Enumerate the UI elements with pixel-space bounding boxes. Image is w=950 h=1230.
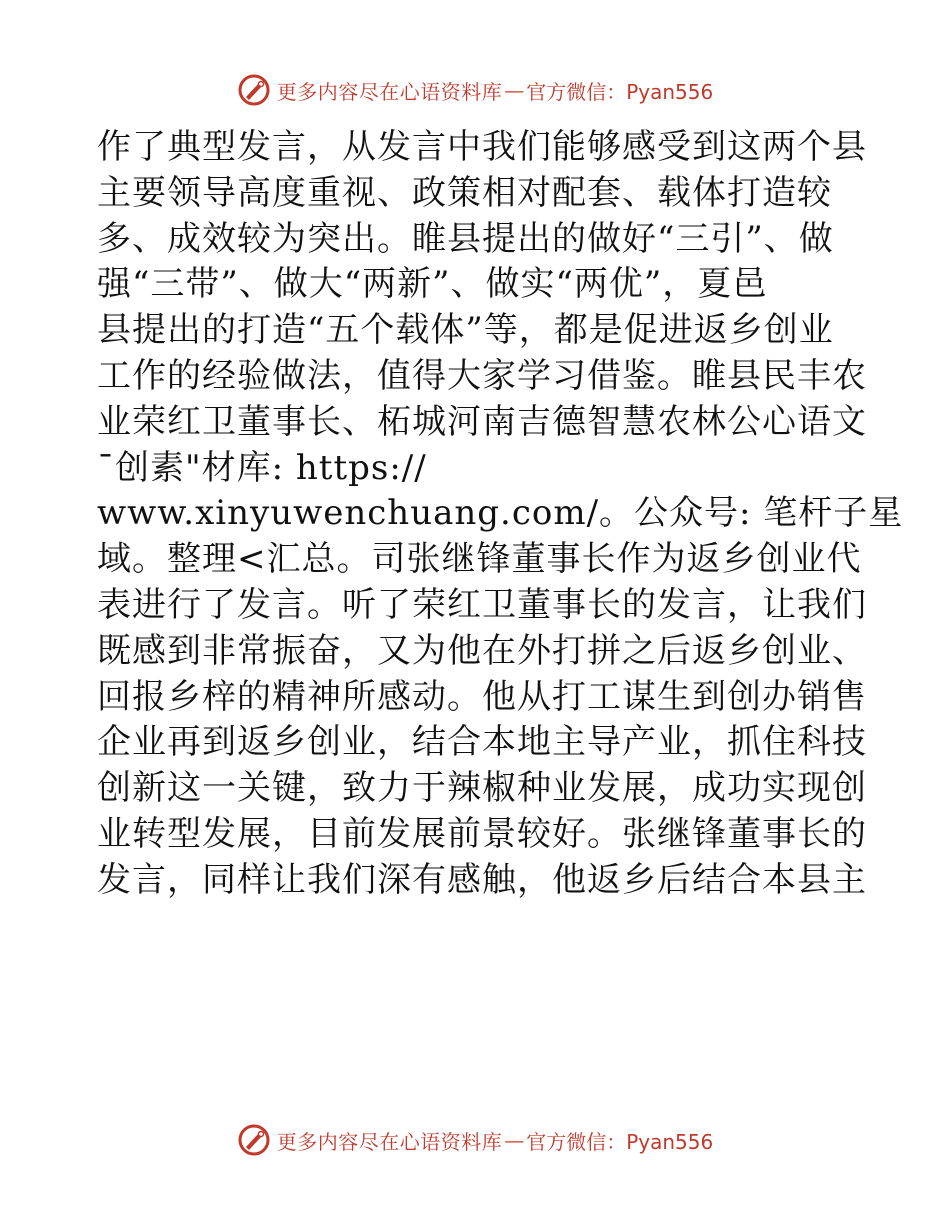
text-line: 强“三带”、做大“两新”、做实“两优”，夏邑: [97, 264, 768, 305]
text-line: 作了典型发言，从发言中我们能够感受到这两个县: [97, 127, 867, 167]
text-line: 既感到非常振奋，又为他在外打拼之后返乡创业、: [97, 630, 867, 671]
text-line: 业转型发展，目前发展前景较好。张继锋董事长的: [97, 813, 867, 854]
watermark-separator: —: [504, 1128, 525, 1152]
watermark-text: 更多内容尽在心语资料库: [276, 79, 503, 104]
text-line: 主要领导高度重视、政策相对配套、载体打造较: [97, 172, 832, 213]
header-watermark: [0, 70, 950, 110]
pen-circle-logo-icon: [237, 1123, 271, 1157]
text-line: www.xinyuwenchuang.com/。公众号: 笔杆子星: [97, 493, 904, 534]
text-line: ¯创素"材库: https://: [97, 447, 427, 488]
watermark-account: 官方微信：Pyan556: [526, 1129, 714, 1154]
text-line: 企业再到返乡创业，结合本地主导产业，抓住科技: [97, 722, 867, 763]
watermark-separator: —: [504, 78, 525, 102]
text-line: 创新这一关键，致力于辣椒种业发展，成功实现创: [97, 768, 867, 809]
watermark-account: 官方微信：Pyan556: [526, 79, 714, 104]
text-line: 回报乡梓的精神所感动。他从打工谋生到创办销售: [97, 676, 867, 717]
document-body: [97, 125, 904, 904]
text-line: 发言，同样让我们深有感触，他返乡后结合本县主: [97, 859, 867, 900]
footer-watermark: [0, 1120, 950, 1160]
text-line: 表进行了发言。听了荣红卫董事长的发言，让我们: [97, 584, 867, 625]
text-line: 工作的经验做法，值得大家学习借鉴。睢县民丰农: [97, 355, 867, 396]
text-line: 域。整理<汇总。司张继锋董事长作为返乡创业代: [97, 539, 862, 580]
text-line: 县提出的打造“五个载体”等，都是促进返乡创业: [97, 310, 834, 351]
text-line: 业荣红卫董事长、柘城河南吉德智慧农林公心语文: [97, 401, 867, 442]
pen-circle-logo-icon: [237, 73, 271, 107]
text-line: 多、成效较为突出。睢县提出的做好“三引”、做: [97, 218, 834, 259]
watermark-text: 更多内容尽在心语资料库: [276, 1129, 503, 1154]
